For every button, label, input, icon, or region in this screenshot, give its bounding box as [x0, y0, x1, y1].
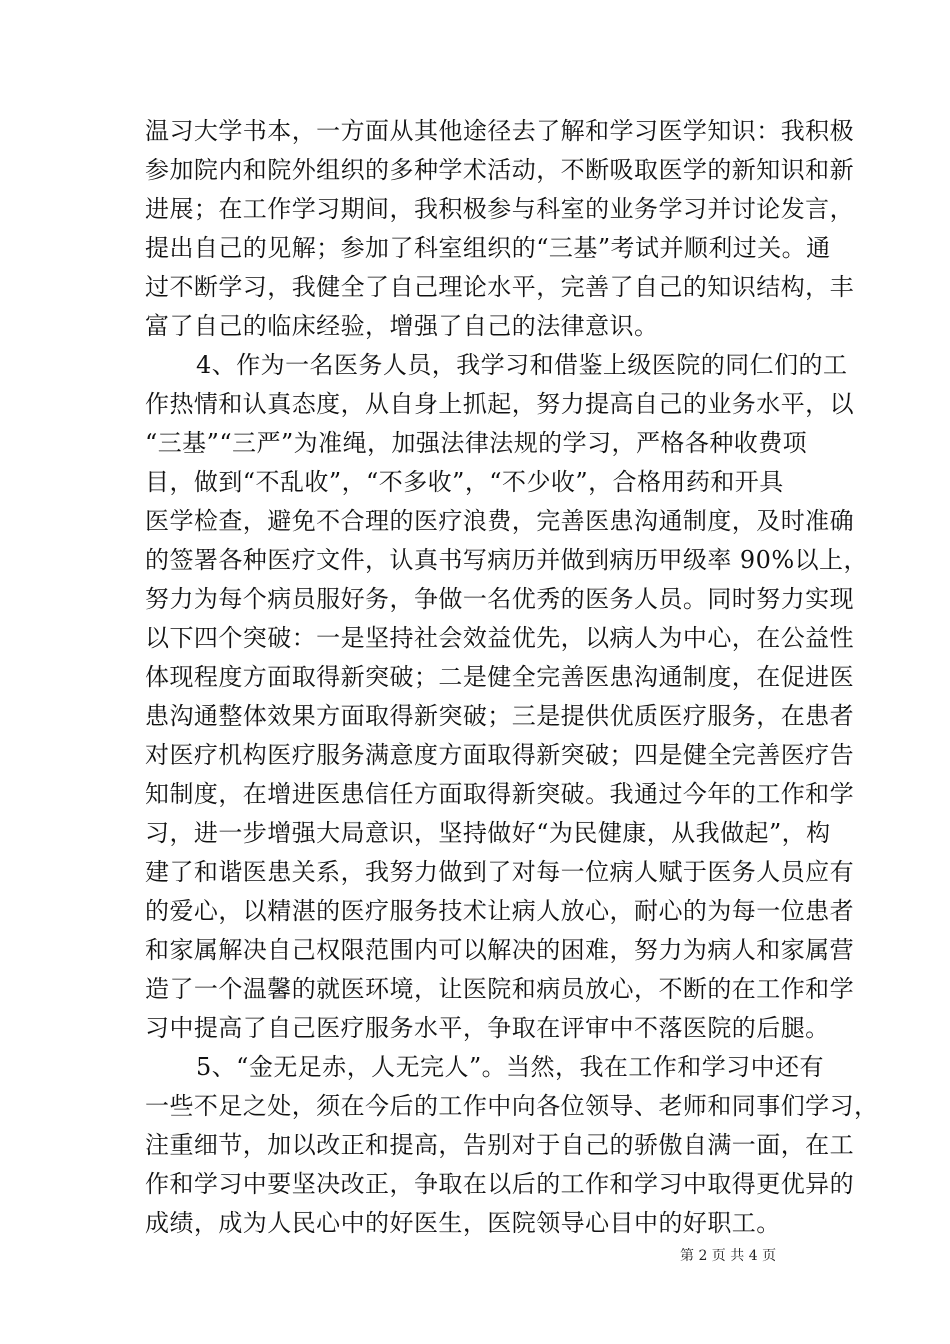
paragraph-5-first-line: 5、“金无足赤，人无完人”。当然，我在工作和学习中还有 [196, 1053, 824, 1081]
text-line: 建了和谐医患关系，我努力做到了对每一位病人赋于医务人员应有 [145, 858, 855, 886]
text-line: 医学检查，避免不合理的医疗浪费，完善医患沟通制度，及时准确 [145, 507, 855, 535]
text-line: 努力为每个病员服好务，争做一名优秀的医务人员。同时努力实现 [145, 585, 855, 613]
text-line: 对医疗机构医疗服务满意度方面取得新突破；四是健全完善医疗告 [145, 741, 855, 769]
text-line: 提出自己的见解；参加了科室组织的“三基”考试并顺利过关。通 [145, 234, 831, 262]
text-line: 以下四个突破：一是坚持社会效益优先，以病人为中心，在公益性 [145, 624, 855, 652]
text-line: 参加院内和院外组织的多种学术活动，不断吸取医学的新知识和新 [145, 156, 855, 184]
text-line: 的爱心，以精湛的医疗服务技术让病人放心，耐心的为每一位患者 [145, 897, 855, 925]
text-line: 造了一个温馨的就医环境，让医院和病员放心，不断的在工作和学 [145, 975, 855, 1003]
text-line: 目，做到“不乱收”，“不多收”，“不少收”，合格用药和开具 [145, 468, 784, 496]
text-line: 注重细节，加以改正和提高，告别对于自己的骄傲自满一面，在工 [145, 1131, 855, 1159]
text-line: 一些不足之处，须在今后的工作中向各位领导、老师和同事们学习， [145, 1092, 879, 1120]
text-line: “三基”“三严”为准绳，加强法律法规的学习，严格各种收费项 [145, 429, 808, 457]
text-line: 体现程度方面取得新突破；二是健全完善医患沟通制度，在促进医 [145, 663, 855, 691]
text-line: 和家属解决自己权限范围内可以解决的困难，努力为病人和家属营 [145, 936, 855, 964]
text-line: 过不断学习，我健全了自己理论水平，完善了自己的知识结构，丰 [145, 273, 855, 301]
text-line: 富了自己的临床经验，增强了自己的法律意识。 [145, 312, 659, 340]
text-line: 作热情和认真态度，从自身上抓起，努力提高自己的业务水平，以 [145, 390, 855, 418]
page-number-footer: 第 2 页 共 4 页 [680, 1248, 777, 1264]
text-line: 习，进一步增强大局意识，坚持做好“为民健康，从我做起”，构 [145, 819, 831, 847]
text-line: 知制度，在增进医患信任方面取得新突破。我通过今年的工作和学 [145, 780, 855, 808]
text-line: 习中提高了自己医疗服务水平，争取在评审中不落医院的后腿。 [145, 1014, 830, 1042]
text-line: 的签署各种医疗文件，认真书写病历并做到病历甲级率 90%以上， [145, 546, 868, 574]
text-line: 成绩，成为人民心中的好医生，医院领导心目中的好职工。 [145, 1209, 781, 1237]
text-line: 作和学习中要坚决改正，争取在以后的工作和学习中取得更优异的 [145, 1170, 855, 1198]
text-line: 温习大学书本，一方面从其他途径去了解和学习医学知识：我积极 [145, 117, 855, 145]
paragraph-4-first-line: 4、作为一名医务人员，我学习和借鉴上级医院的同仁们的工 [196, 351, 848, 379]
text-line: 患沟通整体效果方面取得新突破；三是提供优质医疗服务，在患者 [145, 702, 855, 730]
text-line: 进展；在工作学习期间，我积极参与科室的业务学习并讨论发言， [145, 195, 855, 223]
